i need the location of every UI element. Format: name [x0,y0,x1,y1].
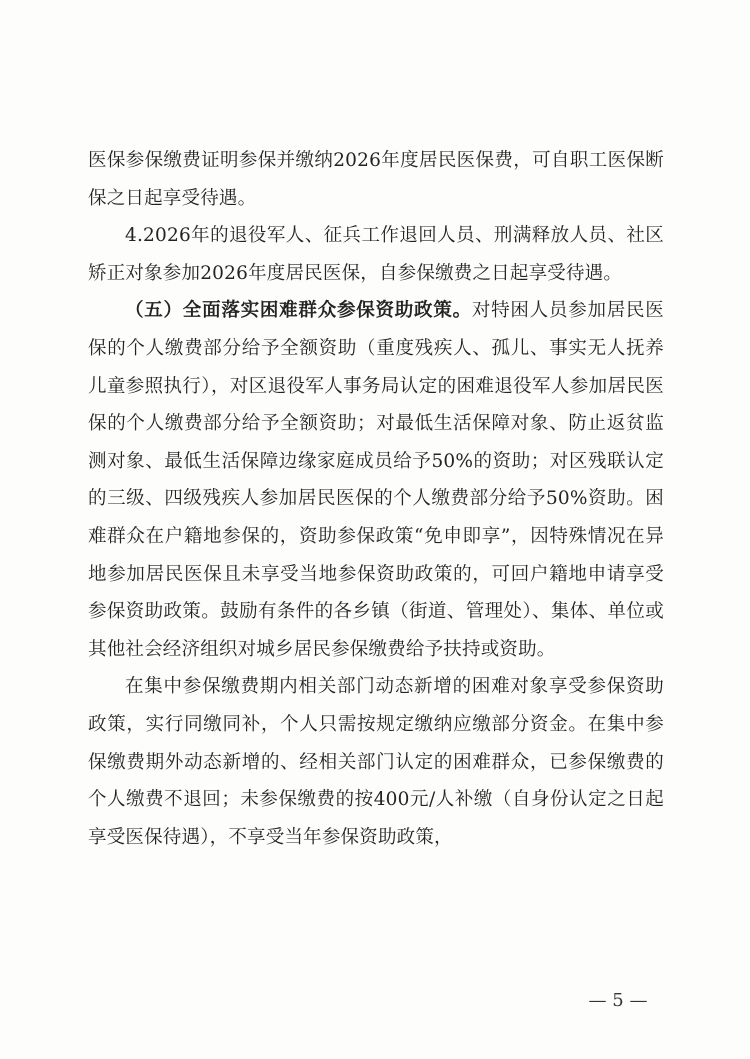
paragraph-2: 4.2026年的退役军人、征兵工作退回人员、刑满释放人员、社区矫正对象参加2026年度居民医保，自参保缴费之日起享受待遇。 [88,225,664,284]
paragraph-3 [88,292,664,668]
page-number: — 5 — [588,990,648,1011]
section-heading: （五）全面落实困难群众参保资助政策。 [125,300,472,322]
body-text [88,142,664,856]
paragraph-3-body: 对特困人员参加居民医保的个人缴费部分给予全额资助（重度残疾人、孤儿、事实无人抚养儿童参照执行），对区退役军人事务局认定的困难退役军人参加居民医保的个人缴费部分给予全额资助；对最低生活保障对象、防止返贫监测对象、最低生活保障边缘家庭成员给予50%的资助；对区残联认定的三级、四级残疾人参加居民医保的个人缴费部分给予50%资助。困难群众在户籍地参保的，资助参保政策“免申即享”，因特殊情况在异地参加居民医保且未享受当地参保资助政策的，可回户籍地申请享受参保资助政策。鼓励有条件的各乡镇（街道、管理处）、集体、单位或其他社会经济组织对城乡居民参保缴费给予扶持或资助。 [88,300,664,660]
paragraph-1: 医保参保缴费证明参保并缴纳2026年度居民医保费，可自职工医保断保之日起享受待遇。 [88,150,664,209]
paragraph-4: 在集中参保缴费期内相关部门动态新增的困难对象享受参保资助政策，实行同缴同补，个人只需按规定缴纳应缴部分资金。在集中参保缴费期外动态新增的、经相关部门认定的困难群众，已参保缴费的个人缴费不退回；未参保缴费的按400元/人补缴（自身份认定之日起享受医保待遇），不享受当年参保资助政策， [88,676,664,848]
